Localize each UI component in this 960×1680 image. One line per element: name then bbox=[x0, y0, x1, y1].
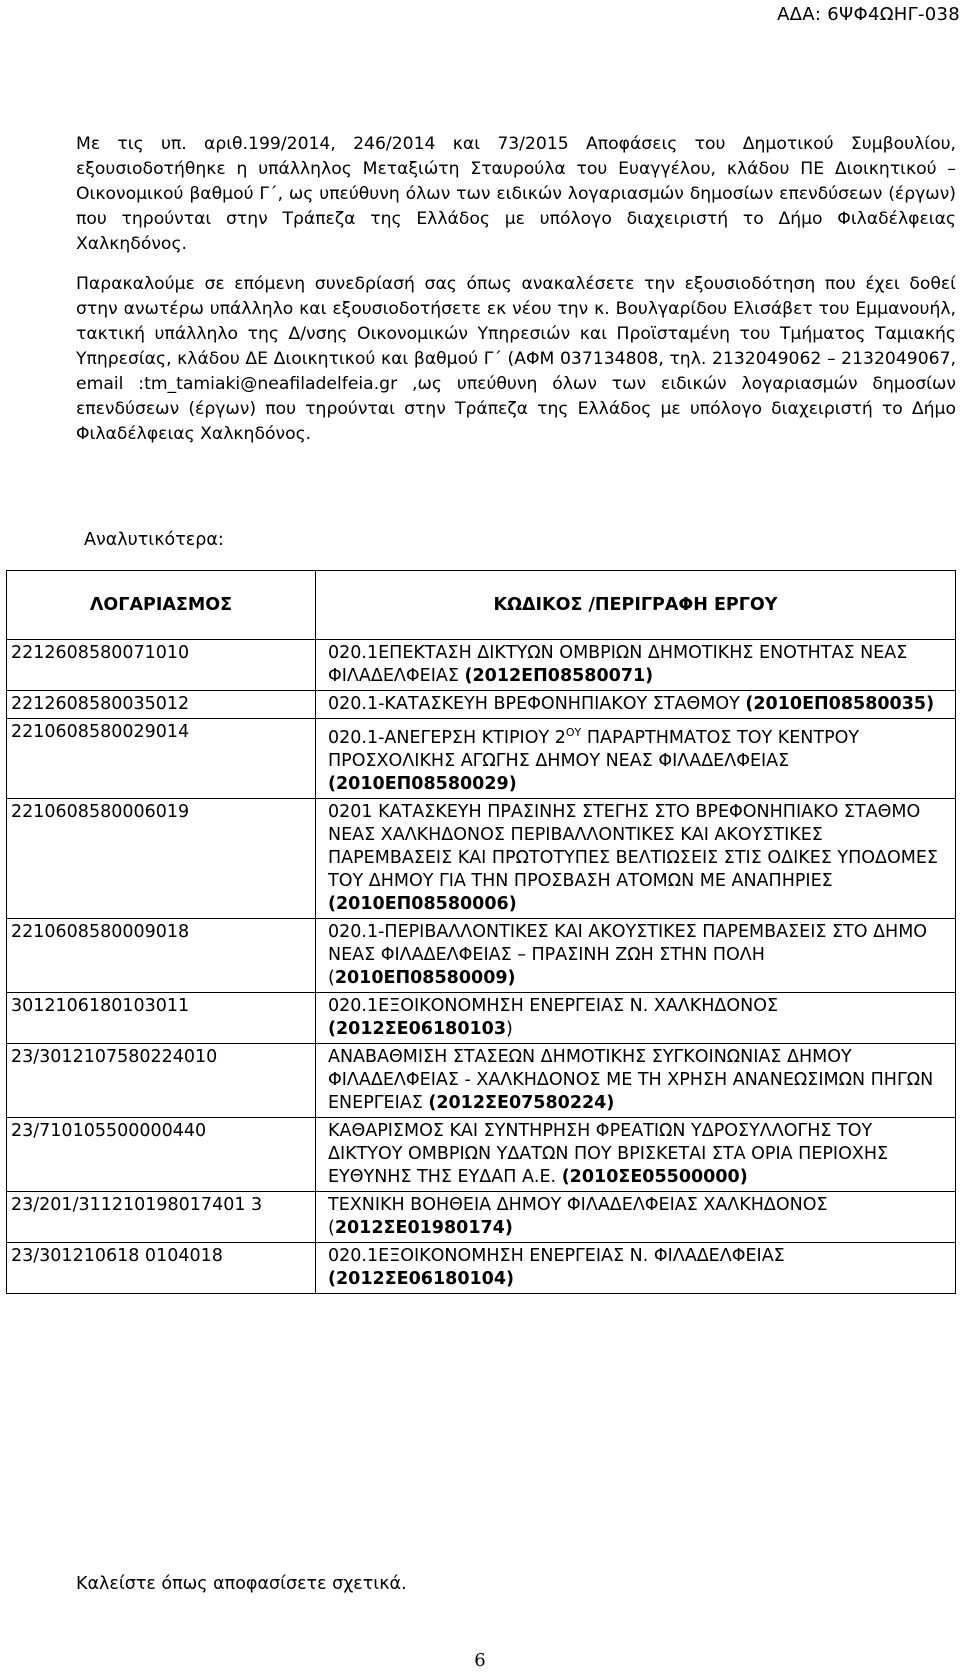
project-description bbox=[316, 1117, 956, 1191]
table-row bbox=[7, 1191, 956, 1242]
description-text: 020.1-ΚΑΤΑΣΚΕΥΗ ΒΡΕΦΟΝΗΠΙΑΚΟΥ ΣΤΑΘΜΟΥ bbox=[328, 694, 746, 714]
project-code: (2010ΣΕ05500000) bbox=[561, 1166, 748, 1187]
page-number: 6 bbox=[474, 1650, 486, 1671]
project-description bbox=[316, 691, 956, 719]
description-text: ΠΑΡΑΡΤΗΜΑΤΟΣ ΤΟΥ ΚΕΝΤΡΟΥ ΠΡΟΣΧΟΛΙΚΗΣ ΑΓΩΓΗΣ ΔΗΜΟΥ ΝΕΑΣ ΦΙΛΑΔΕΛΦΕΙΑΣ bbox=[328, 727, 860, 771]
table-row bbox=[7, 691, 956, 719]
project-description bbox=[316, 640, 956, 691]
project-code: (2012ΣΕ06180103 bbox=[328, 1018, 507, 1039]
project-code: (2010ΕΠ08580006) bbox=[328, 893, 517, 914]
table-header-row bbox=[7, 571, 956, 640]
description-text: ΚΑΘΑΡΙΣΜΟΣ ΚΑΙ ΣΥΝΤΗΡΗΣΗ ΦΡΕΑΤΙΩΝ ΥΔΡΟΣΥΛΛΟΓΗΣ ΤΟΥ ΔΙΚΤΥΟΥ ΟΜΒΡΙΩΝ ΥΔΑΤΩΝ ΠΟΥ ΒΡΙΣΚΕΤΑΙ ΣΤΑ ΟΡΙΑ ΠΕΡΙΟΧΗΣ ΕΥΘΥΝΗΣ ΤΗΣ ΕΥΔΑΠ Α.Ε. bbox=[328, 1120, 889, 1187]
header-description: ΚΩΔΙΚΟΣ /ΠΕΡΙΓΡΑΦΗ ΕΡΓΟΥ bbox=[316, 571, 956, 640]
table-row bbox=[7, 798, 956, 918]
account-number: 2212608580035012 bbox=[7, 691, 316, 719]
account-number: 23/710105500000440 bbox=[7, 1117, 316, 1191]
description-text: 020.1-ΑΝΕΓΕΡΣΗ ΚΤΙΡΙΟΥ 2 bbox=[328, 727, 566, 748]
table-row bbox=[7, 1043, 956, 1117]
header-account: ΛΟΓΑΡΙΑΣΜΟΣ bbox=[7, 571, 316, 640]
subheading: Αναλυτικότερα: bbox=[84, 530, 224, 550]
table-row bbox=[7, 918, 956, 992]
project-description bbox=[316, 719, 956, 799]
description-text: ΑΝΑΒΑΘΜΙΣΗ ΣΤΑΣΕΩΝ ΔΗΜΟΤΙΚΗΣ ΣΥΓΚΟΙΝΩΝΙΑΣ ΔΗΜΟΥ ΦΙΛΑΔΕΛΦΕΙΑΣ - ΧΑΛΚΗΔΟΝΟΣ ΜΕ ΤΗ ΧΡΗΣΗ ΑΝΑΝΕΩΣΙΜΩΝ ΠΗΓΩΝ ΕΝΕΡΓΕΙΑΣ bbox=[328, 1046, 934, 1113]
table-row bbox=[7, 640, 956, 691]
table-row bbox=[7, 719, 956, 799]
superscript: ΟΥ bbox=[565, 726, 582, 739]
ada-code: ΑΔΑ: 6ΨΦ4ΩΗΓ-038 bbox=[777, 4, 960, 25]
paragraph-request: Παρακαλούμε σε επόμενη συνεδρίασή σας όπως ανακαλέσετε την εξουσιοδότηση που έχει δοθεί στην ανωτέρω υπάλληλο και εξουσιοδοτήσετε εκ νέου την κ. Βουλγαρίδου Ελισάβετ του Εμμανουήλ, τακτική υπάλληλο της Δ/νσης Οικονομικών Υπηρεσιών και Προϊσταμένη του Τμήματος Ταμιακής Υπηρεσίας, κλάδου ΔΕ Διοικητικού και βαθμού Γ΄ (ΑΦΜ 037134808, τηλ. 2132049062 – 2132049067, email :tm_tamiaki@neafiladelfeia.gr ,ως υπεύθυνη όλων των ειδικών λογαριασμών δημοσίων επενδύσεων (έργων) που τηρούνται στην Τράπεζα της Ελλάδος με υπόλογο διαχειριστή το Δήμο Φιλαδέλφειας Χαλκηδόνος. bbox=[76, 274, 956, 444]
account-number: 23/3012107580224010 bbox=[7, 1043, 316, 1117]
project-code: (2012ΣΕ07580224) bbox=[428, 1092, 615, 1113]
table-row bbox=[7, 1117, 956, 1191]
account-number: 2210608580006019 bbox=[7, 798, 316, 918]
description-text: ΤΕΧΝΙΚΗ ΒΟΗΘΕΙΑ ΔΗΜΟΥ ΦΙΛΑΔΕΛΦΕΙΑΣ ΧΑΛΚΗΔΟΝΟΣ ( bbox=[328, 1194, 828, 1238]
project-description bbox=[316, 1043, 956, 1117]
description-text: 0201 ΚΑΤΑΣΚΕΥΗ ΠΡΑΣΙΝΗΣ ΣΤΕΓΗΣ ΣΤΟ ΒΡΕΦΟΝΗΠΙΑΚΟ ΣΤΑΘΜΟ ΝΕΑΣ ΧΑΛΚΗΔΟΝΟΣ ΠΕΡΙΒΑΛΛΟΝΤΙΚΕΣ ΚΑΙ ΑΚΟΥΣΤΙΚΕΣ ΠΑΡΕΜΒΑΣΕΙΣ ΚΑΙ ΠΡΩΤΟΤΥΠΕΣ ΒΕΛΤΙΩΣΕΙΣ ΣΤΙΣ ΟΔΙΚΕΣ ΥΠΟΔΟΜΕΣ ΤΟΥ ΔΗΜΟΥ ΓΙΑ ΤΗΝ ΠΡΟΣΒΑΣΗ ΑΤΟΜΩΝ ΜΕ ΑΝΑΠΗΡΙΕΣ bbox=[328, 801, 938, 891]
table-row bbox=[7, 992, 956, 1043]
project-description bbox=[316, 798, 956, 918]
account-number: 2210608580009018 bbox=[7, 918, 316, 992]
description-text: ) bbox=[506, 1018, 513, 1039]
project-code: 2012ΣΕ01980174) bbox=[334, 1217, 513, 1238]
account-number: 23/301210618 0104018 bbox=[7, 1242, 316, 1293]
project-code: (2010ΕΠ08580029) bbox=[328, 773, 517, 794]
project-description bbox=[316, 1242, 956, 1293]
project-description bbox=[316, 992, 956, 1043]
project-description bbox=[316, 1191, 956, 1242]
closing-text: Καλείστε όπως αποφασίσετε σχετικά. bbox=[76, 1574, 407, 1594]
account-number: 23/201/311210198017401 3 bbox=[7, 1191, 316, 1242]
description-text: 020.1ΕΞΟΙΚΟΝΟΜΗΣΗ ΕΝΕΡΓΕΙΑΣ Ν. ΧΑΛΚΗΔΟΝΟΣ bbox=[328, 995, 779, 1016]
paragraph-authorization: Με τις υπ. αριθ.199/2014, 246/2014 και 73/2015 Αποφάσεις του Δημοτικού Συμβουλίου, εξουσιοδοτήθηκε η υπάλληλος Μεταξιώτη Σταυρούλα του Ευαγγέλου, κλάδου ΠΕ Διοικητικού – Οικονομικού βαθμού Γ΄, ως υπεύθυνη όλων των ειδικών λογαριασμών δημοσίων επενδύσεων (έργων) που τηρούνται στην Τράπεζα της Ελλάδος με υπόλογο διαχειριστή το Δήμο Φιλαδέλφειας Χαλκηδόνος. bbox=[76, 134, 956, 254]
accounts-table bbox=[6, 570, 956, 1294]
project-code: (2012ΕΠ08580071) bbox=[464, 666, 654, 686]
project-description bbox=[316, 918, 956, 992]
table-row bbox=[7, 1242, 956, 1293]
description-text: 020.1-ΠΕΡΙΒΑΛΛΟΝΤΙΚΕΣ ΚΑΙ ΑΚΟΥΣΤΙΚΕΣ ΠΑΡΕΜΒΑΣΕΙΣ ΣΤΟ ΔΗΜΟ ΝΕΑΣ ΦΙΛΑΔΕΛΦΕΙΑΣ – ΠΡΑΣΙΝΗ ΖΩΗ ΣΤΗΝ ΠΟΛΗ ( bbox=[328, 921, 928, 988]
project-code: 2010ΕΠ08580009) bbox=[334, 967, 516, 988]
description-text: 020.1ΕΞΟΙΚΟΝΟΜΗΣΗ ΕΝΕΡΓΕΙΑΣ Ν. ΦΙΛΑΔΕΛΦΕΙΑΣ bbox=[328, 1245, 785, 1266]
description-text: 020.1ΕΠΕΚΤΑΣΗ ΔΙΚΤΥΩΝ ΟΜΒΡΙΩΝ ΔΗΜΟΤΙΚΗΣ ΕΝΟΤΗΤΑΣ ΝΕΑΣ ΦΙΛΑΔΕΛΦΕΙΑΣ bbox=[328, 643, 908, 686]
account-number: 3012106180103011 bbox=[7, 992, 316, 1043]
project-code: (2012ΣΕ06180104) bbox=[328, 1268, 515, 1289]
project-code: (2010ΕΠ08580035) bbox=[745, 694, 935, 714]
account-number: 2210608580029014 bbox=[7, 719, 316, 799]
account-number: 2212608580071010 bbox=[7, 640, 316, 691]
